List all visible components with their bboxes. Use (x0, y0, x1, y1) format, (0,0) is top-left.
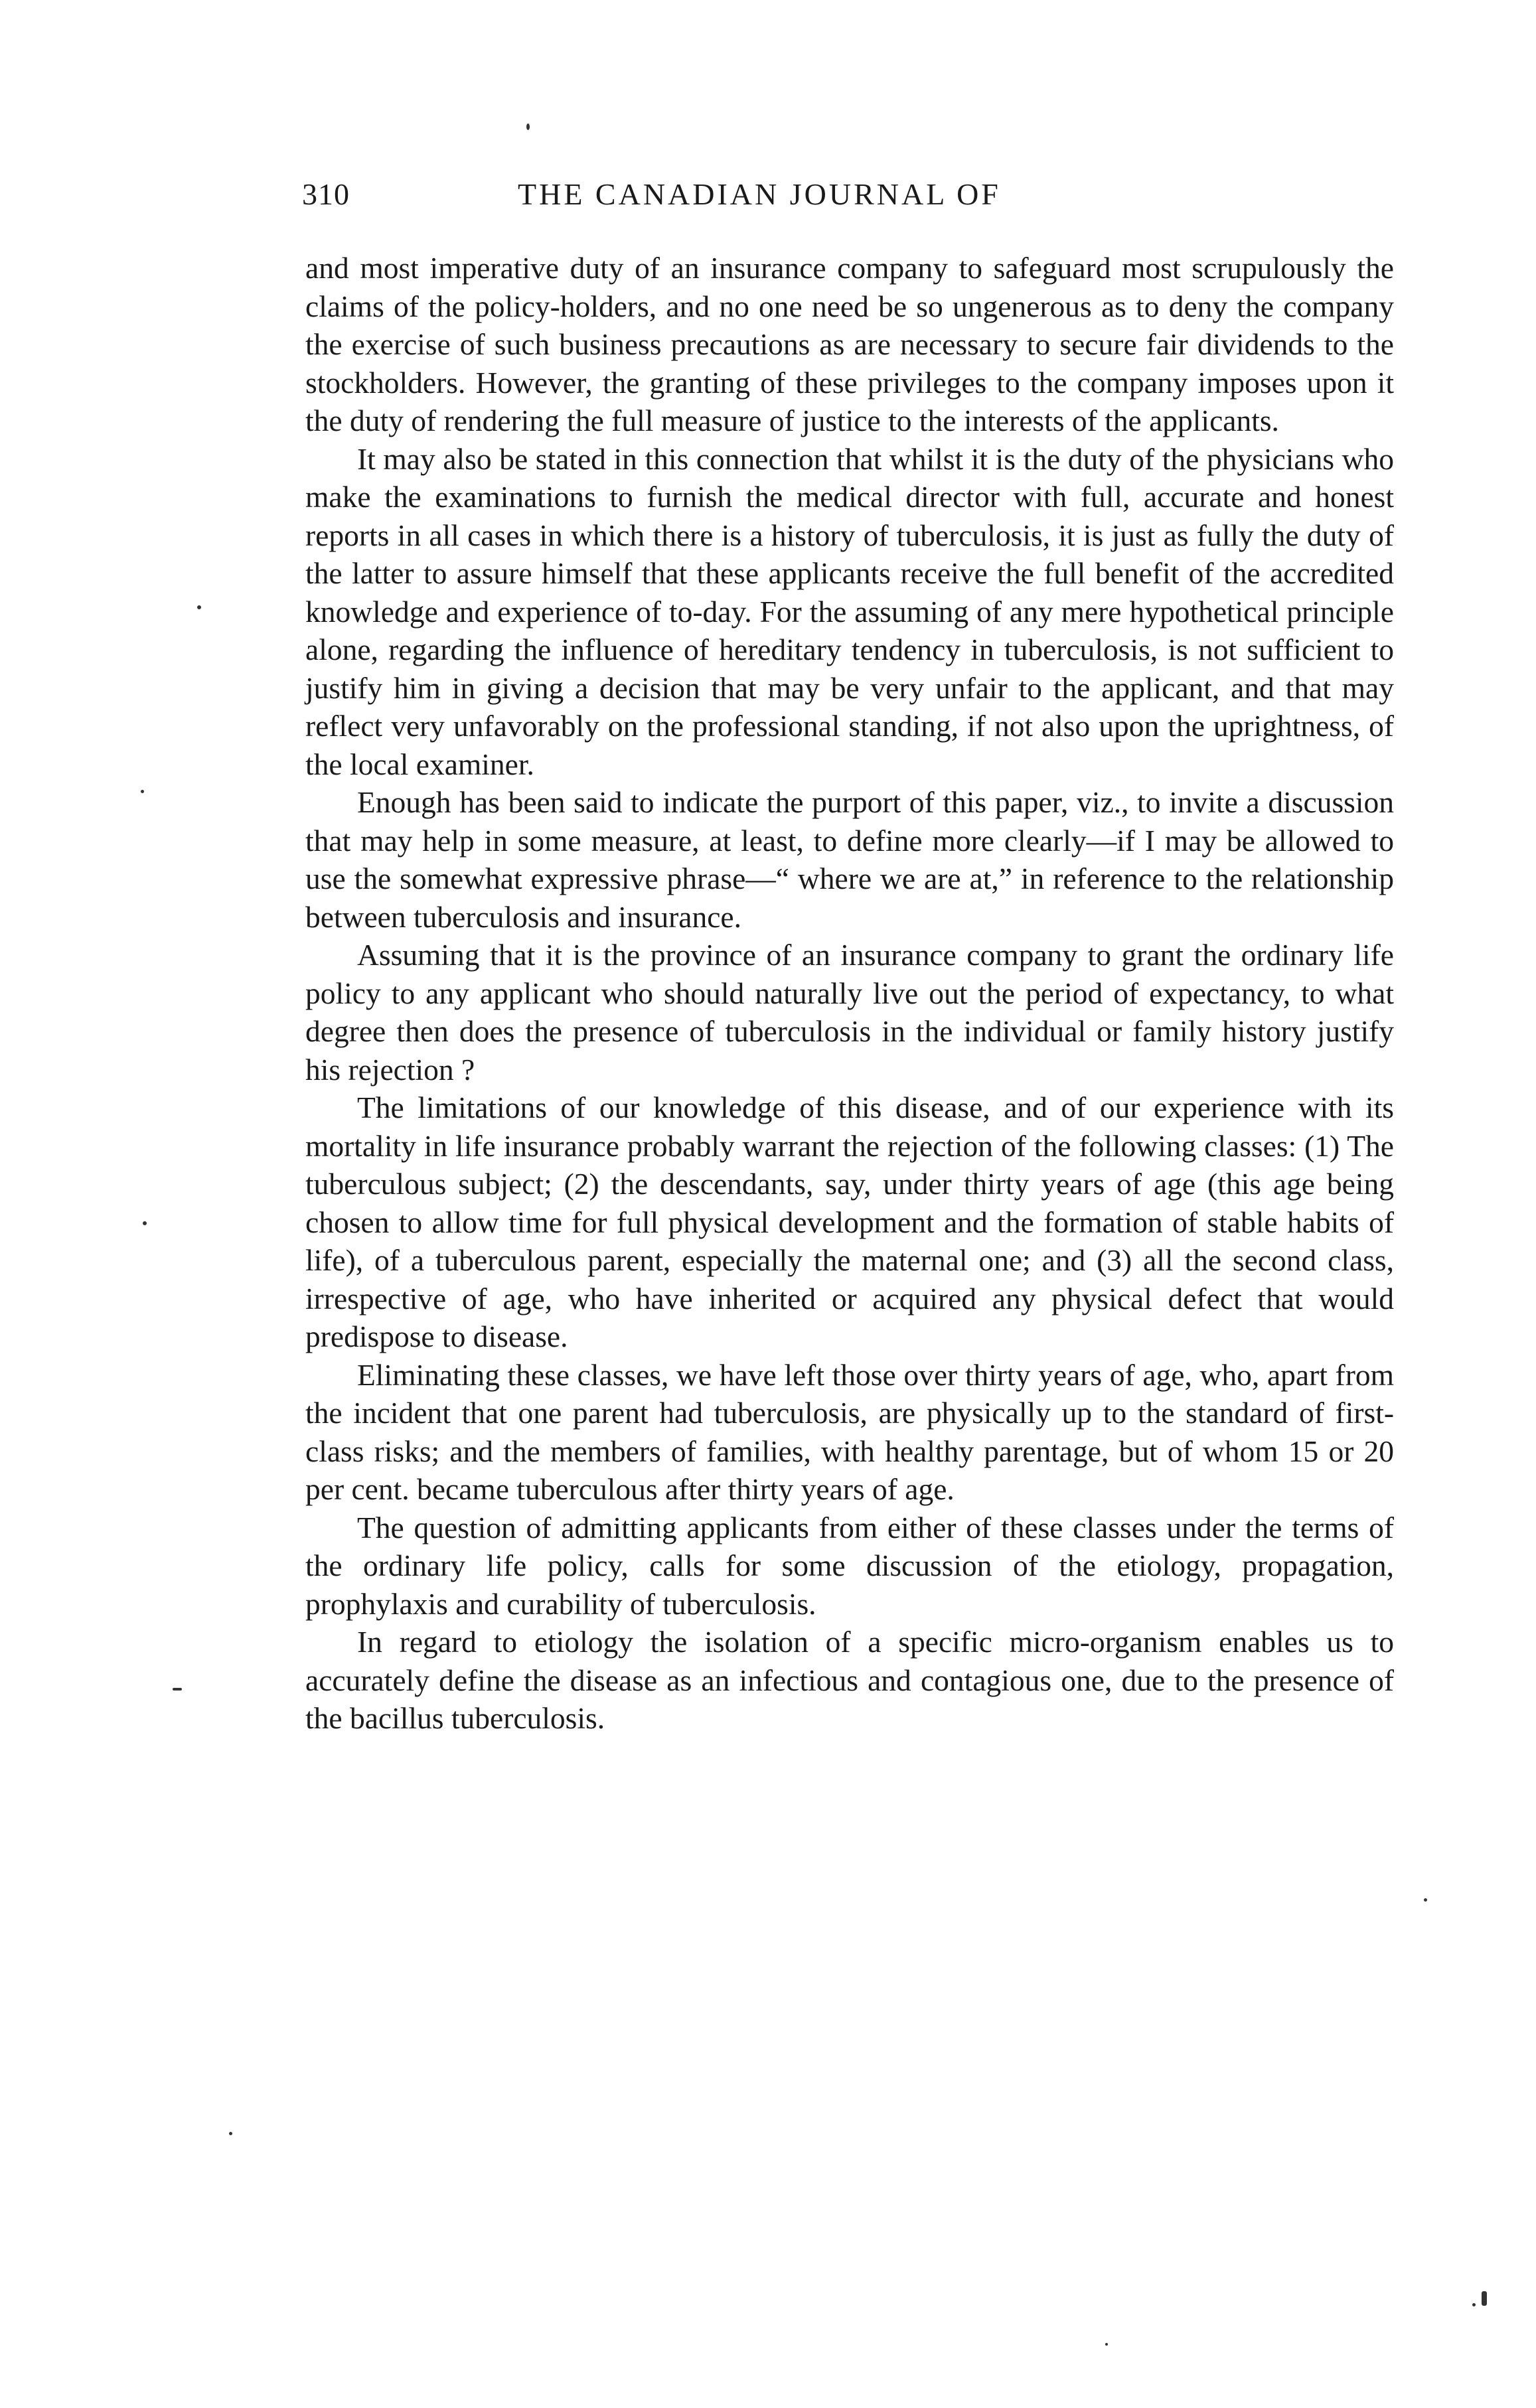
running-head (302, 171, 1404, 218)
scan-speck (141, 790, 144, 793)
paragraph-etiology: In regard to etiology the isolation of a specific micro-organism enables us to accurately define the disease as an infectious and contagious one, due to the presence of the bacillus tuberculosis. (305, 1625, 1394, 1735)
scan-speck (229, 2132, 232, 2135)
paragraph-province: Assuming that it is the province of an insurance company to grant the ordinary life policy to any applicant who should naturally live out the period of expectancy, to what degree then does the presence of tuberculosis in the individual or family history justify his rejection ? (305, 938, 1394, 1087)
page-number: 310 (302, 177, 350, 211)
scan-speck (197, 605, 201, 609)
paragraph-examiner-duty: It may also be stated in this connection that whilst it is the duty of the physicians who make the examinations to furnish the medical director with full, accurate and honest reports in all cases in which there is a history of tuberculosis, it is just as fully the duty of the latter to assure himself that these applicants receive the full benefit of the accredited knowledge and experience of to-day. For the assuming of any mere hypothetical principle alone, regarding the influence of hereditary tendency in tuberculosis, is not sufficient to justify him in giving a decision that may be very unfair to the applicant, and that may reflect very unfavorably on the professional standing, if not also upon the uprightness, of the local examiner. (305, 441, 1394, 781)
paragraph-question: The question of admitting applicants from either of these classes under the terms of the ordinary life policy, calls for some discussion of the etiology, propagation, prophylaxis and curability of tuberculosis. (305, 1510, 1394, 1621)
scan-speck (1472, 2303, 1476, 2306)
scan-speck (1424, 1898, 1427, 1902)
scan-speck (173, 1688, 182, 1691)
scan-speck (143, 1221, 147, 1225)
journal-title: THE CANADIAN JOURNAL OF (518, 177, 1001, 211)
paragraph-purport: Enough has been said to indicate the purport of this paper, viz., to invite a discussion that may help in some measure, at least, to define more clearly—if I may be allowed to use the somewhat expressive phrase—“ where we are at,” in reference to the relationship between tuberculosis and insurance. (305, 785, 1394, 934)
paragraph-limitations: The limitations of our knowledge of this disease, and of our experience with its mortality in life insurance probably warrant the rejection of the following classes: (1) The tuberculous subject; (2) the descendants, say, under thirty years of age (this age being chosen to allow time for full physical development and the formation of stable habits of life), of a tuberculous parent, especially the maternal one; and (3) all the second class, irrespective of age, who have inherited or acquired any physical defect that would predispose to disease. (305, 1091, 1394, 1353)
paragraph-continued: and most imperative duty of an insurance company to safeguard most scrupulously the claims of the policy-holders, and no one need be so ungenerous as to deny the company the exercise of such business precautions as are necessary to secure fair dividends to the stockholders. However, the granting of these privileges to the company imposes upon it the duty of rendering the full measure of justice to the interests of the applicants. (305, 251, 1394, 437)
paragraph-eliminating: Eliminating these classes, we have left those over thirty years of age, who, apart from the incident that one parent had tuberculosis, are physically up to the standard of first-class risks; and the members of families, with healthy parentage, but of whom 15 or 20 per cent. became tuberculous after thirty years of age. (305, 1357, 1394, 1506)
scan-speck (526, 123, 530, 130)
scan-speck (1105, 2343, 1108, 2346)
body-text (305, 249, 1394, 1738)
scan-speck (1482, 2291, 1487, 2306)
